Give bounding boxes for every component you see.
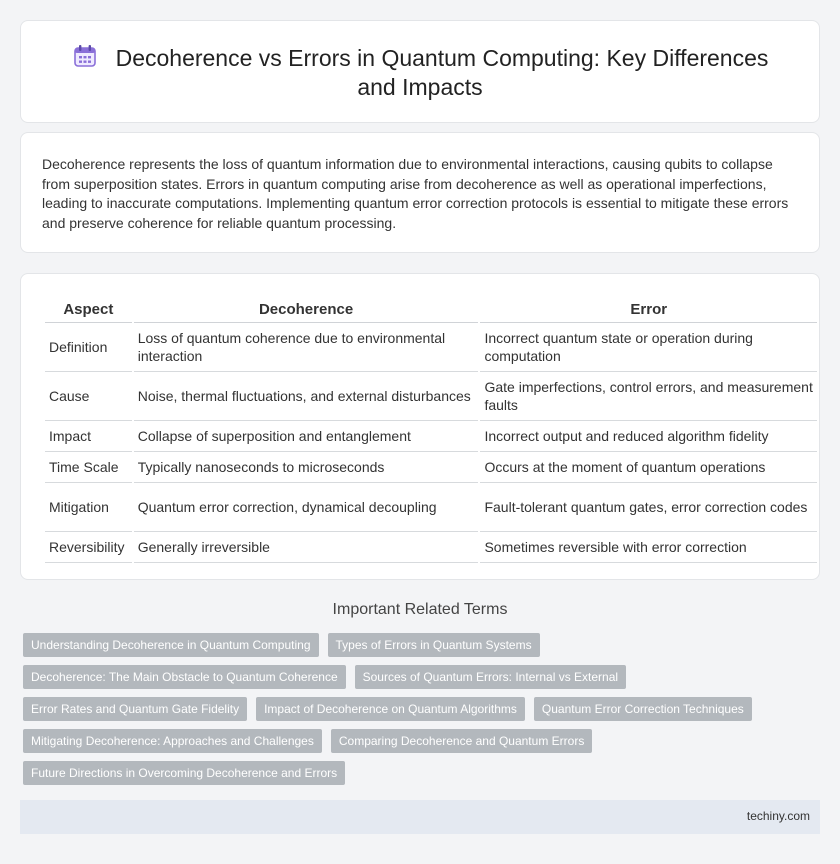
- table-header-row: [45, 294, 817, 323]
- title-card: [20, 20, 820, 123]
- related-term-tag[interactable]: Quantum Error Correction Techniques: [534, 697, 752, 721]
- row-error: Incorrect quantum state or operation during computation: [480, 323, 817, 372]
- comparison-table-card: [20, 273, 820, 580]
- row-error: Incorrect output and reduced algorithm fidelity: [480, 421, 817, 452]
- row-error: Gate imperfections, control errors, and measurement faults: [480, 372, 817, 421]
- related-term-tag[interactable]: Decoherence: The Main Obstacle to Quantum Coherence: [23, 665, 346, 689]
- related-term-tag[interactable]: Error Rates and Quantum Gate Fidelity: [23, 697, 247, 721]
- calendar-icon: [72, 43, 98, 69]
- row-decoherence: Noise, thermal fluctuations, and external disturbances: [134, 372, 479, 421]
- row-aspect: Definition: [45, 323, 132, 372]
- related-term-tag[interactable]: Future Directions in Overcoming Decoherence and Errors: [23, 761, 345, 785]
- comparison-table: [43, 294, 819, 563]
- related-term-tag[interactable]: Impact of Decoherence on Quantum Algorithms: [256, 697, 525, 721]
- row-aspect: Mitigation: [45, 483, 132, 532]
- row-aspect: Cause: [45, 372, 132, 421]
- row-decoherence: Loss of quantum coherence due to environmental interaction: [134, 323, 479, 372]
- related-term-tag[interactable]: Comparing Decoherence and Quantum Errors: [331, 729, 592, 753]
- row-aspect: Time Scale: [45, 452, 132, 483]
- related-terms-list: [23, 633, 823, 793]
- intro-card: [20, 132, 820, 253]
- page-title: Decoherence vs Errors in Quantum Computing: Key Differences and Impacts: [115, 45, 769, 100]
- header-error: Error: [480, 294, 817, 323]
- related-term-tag[interactable]: Sources of Quantum Errors: Internal vs External: [355, 665, 626, 689]
- row-decoherence: Collapse of superposition and entanglement: [134, 421, 479, 452]
- row-error: Fault-tolerant quantum gates, error correction codes: [480, 483, 817, 532]
- table-row: [45, 483, 817, 532]
- row-decoherence: Quantum error correction, dynamical decoupling: [134, 483, 479, 532]
- row-error: Occurs at the moment of quantum operations: [480, 452, 817, 483]
- table-row: [45, 421, 817, 452]
- table-row: [45, 532, 817, 563]
- row-aspect: Reversibility: [45, 532, 132, 563]
- header-decoherence: Decoherence: [134, 294, 479, 323]
- row-decoherence: Typically nanoseconds to microseconds: [134, 452, 479, 483]
- header-aspect: Aspect: [45, 294, 132, 323]
- related-term-tag[interactable]: Mitigating Decoherence: Approaches and Challenges: [23, 729, 322, 753]
- related-term-tag[interactable]: Types of Errors in Quantum Systems: [328, 633, 540, 657]
- page-header: [51, 43, 789, 102]
- related-terms-title: Important Related Terms: [332, 601, 508, 618]
- footer-site-link[interactable]: techiny.com: [746, 809, 810, 823]
- table-row: [45, 372, 817, 421]
- table-row: [45, 452, 817, 483]
- footer: [20, 800, 820, 834]
- row-aspect: Impact: [45, 421, 132, 452]
- related-term-tag[interactable]: Understanding Decoherence in Quantum Computing: [23, 633, 319, 657]
- row-decoherence: Generally irreversible: [134, 532, 479, 563]
- intro-paragraph: Decoherence represents the loss of quantum information due to environmental interactions, causing qubits to collapse from superposition states. Errors in quantum computing arise from decoherence as well as operational imperfections, leading to inaccurate computations. Implementing quantum error correction protocols is essential to mitigate these errors and preserve coherence for reliable quantum processing.: [42, 156, 789, 231]
- table-row: [45, 323, 817, 372]
- row-error: Sometimes reversible with error correction: [480, 532, 817, 563]
